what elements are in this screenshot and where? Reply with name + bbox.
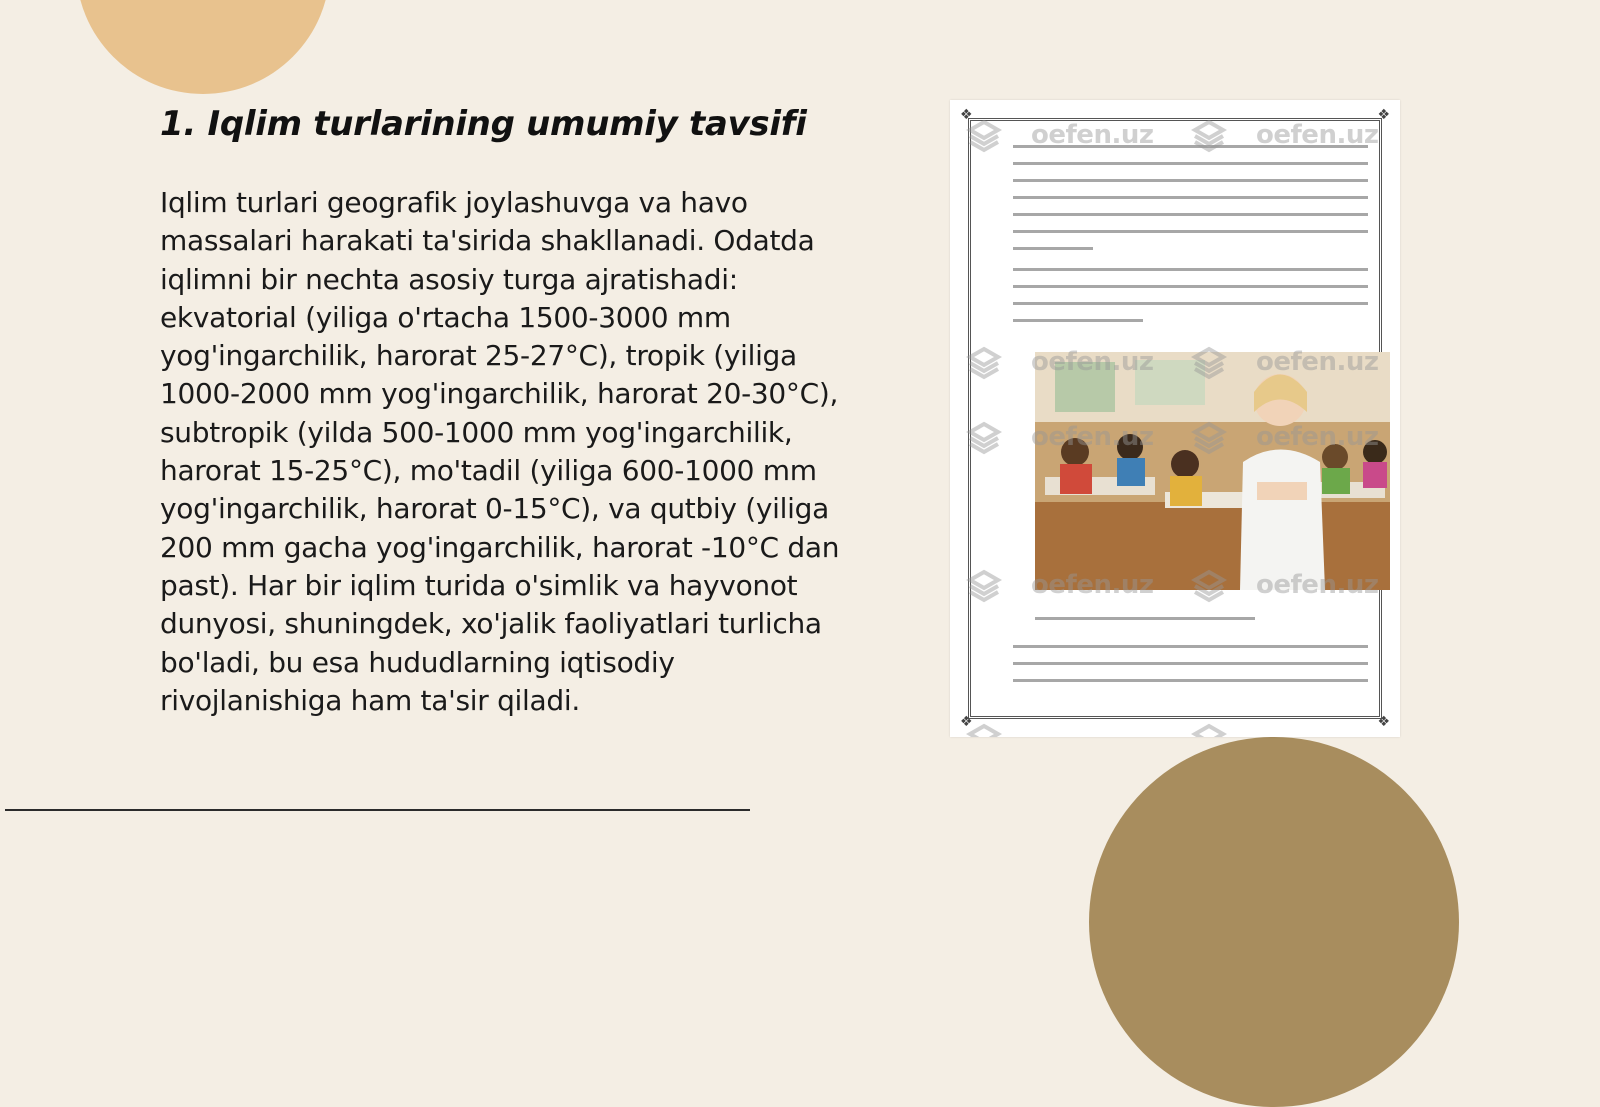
watermark-text: oefen.uz <box>1031 570 1154 600</box>
watermark-text: oefen.uz <box>1031 120 1154 150</box>
decorative-circle-bottom <box>1089 737 1459 1107</box>
photo-caption <box>1035 617 1255 620</box>
document-paragraph <box>1013 145 1368 264</box>
watermark-logo-icon <box>1191 118 1227 154</box>
watermark-logo-icon <box>1191 345 1227 381</box>
watermark-row <box>966 345 1400 385</box>
watermark-text: oefen.uz <box>1031 347 1154 377</box>
ornament-icon: ❖ <box>1377 714 1390 730</box>
watermark-text: oefen.uz <box>1031 422 1154 452</box>
watermark-logo-icon <box>966 345 1002 381</box>
watermark-logo-icon <box>966 420 1002 456</box>
watermark-row <box>966 118 1400 158</box>
watermark-logo-icon <box>966 568 1002 604</box>
watermark-row <box>966 568 1400 608</box>
document-thumbnail <box>950 100 1400 737</box>
watermark-logo-icon <box>1191 722 1227 737</box>
decorative-circle-top <box>76 0 330 94</box>
ornament-icon: ❖ <box>960 107 973 123</box>
watermark-logo-icon <box>1191 568 1227 604</box>
slide-title: 1. Iqlim turlarining umumiy tavsifi <box>160 104 807 144</box>
classroom-photo <box>1035 352 1390 590</box>
watermark-row <box>966 722 1400 737</box>
watermark-text: oefen.uz <box>1256 570 1379 600</box>
ornament-icon: ❖ <box>960 714 973 730</box>
ornament-icon: ❖ <box>1377 107 1390 123</box>
watermark-logo-icon <box>966 118 1002 154</box>
watermark-text: oefen.uz <box>1256 120 1379 150</box>
classroom-illustration <box>1035 352 1390 590</box>
document-paragraph <box>1013 645 1368 696</box>
watermark-logo-icon <box>966 722 1002 737</box>
watermark-text: oefen.uz <box>1256 422 1379 452</box>
watermark-text: oefen.uz <box>1256 347 1379 377</box>
watermark-row <box>966 420 1400 460</box>
document-paragraph <box>1013 268 1368 336</box>
watermark-logo-icon <box>1191 420 1227 456</box>
divider-line <box>5 809 750 811</box>
slide-body-text: Iqlim turlari geografik joylashuvga va havo massalari harakati ta'sirida shakllanadi. Odatda iqlimni bir nechta asosiy turga ajratishadi: ekvatorial (yiliga o'rtacha 1500-3000 mm yog'ingarchilik, harorat 25-27°C), tropik (yiliga 1000-2000 mm yog'ingarchilik, harorat 20-30°C), subtropik (yilda 500-1000 mm yog'ingarchilik, harorat 15-25°C), mo'tadil (yiliga 600-1000 mm yog'ingarchilik, harorat 0-15°C), va qutbiy (yiliga 200 mm gacha yog'ingarchilik, harorat -10°C dan past). Har bir iqlim turida o'simlik va hayvonot dunyosi, shuningdek, xo'jalik faoliyatlari turlicha bo'ladi, bu esa hududlarning iqtisodiy rivojlanishiga ham ta'sir qiladi. <box>160 186 840 717</box>
